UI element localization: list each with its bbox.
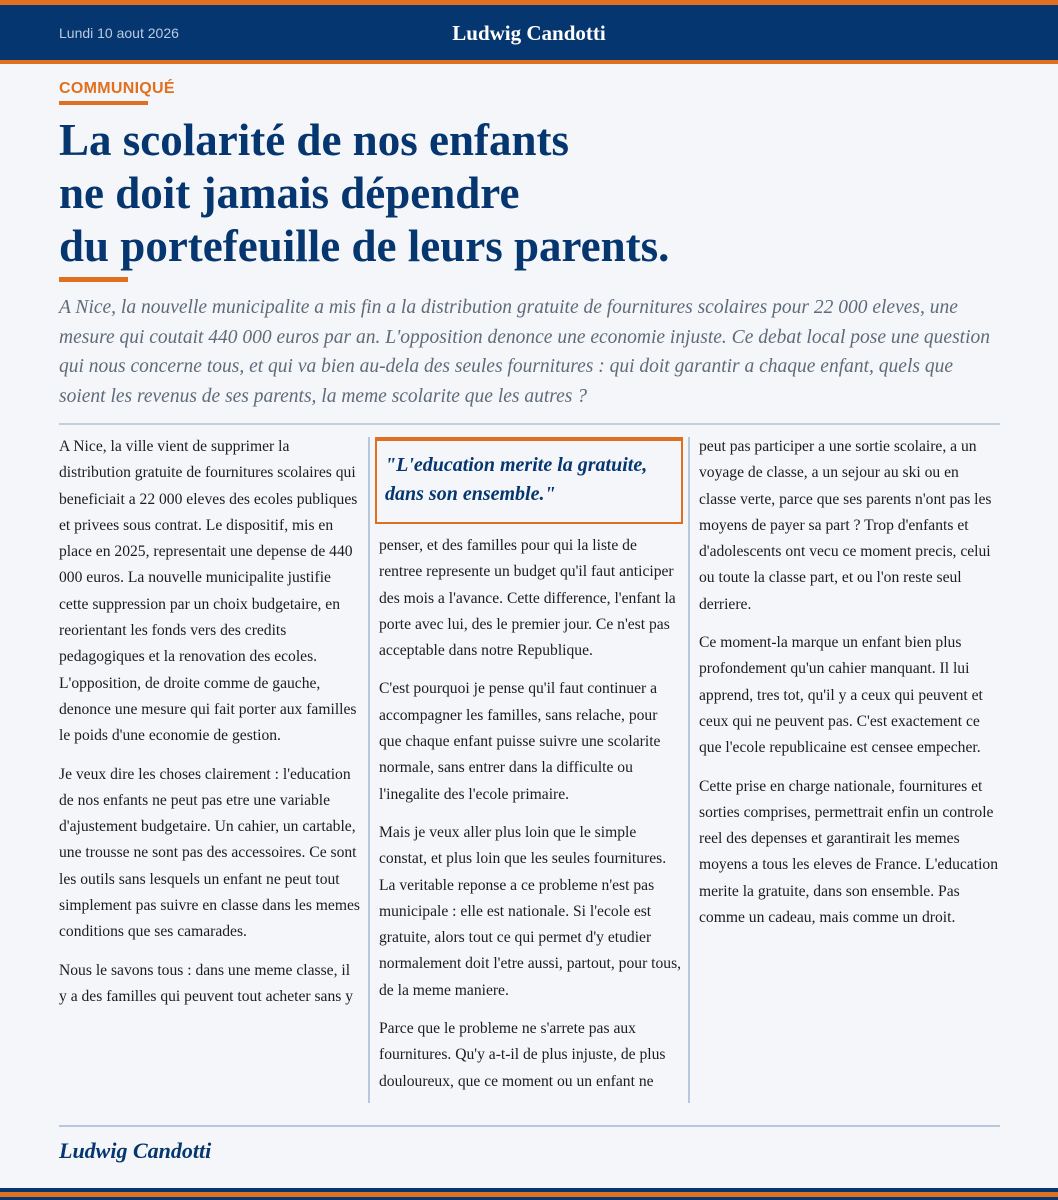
article-kicker: COMMUNIQUÉ xyxy=(59,80,175,97)
pull-quote: "L'education merite la gratuite, dans son ensemble." xyxy=(375,437,683,524)
article-column-2 xyxy=(379,533,683,1107)
bottom-bar xyxy=(0,1188,1058,1200)
headline-line-2: ne doit jamais dépendre xyxy=(59,168,520,218)
column-divider xyxy=(368,437,370,1103)
headline-line-1: La scolarité de nos enfants xyxy=(59,115,569,165)
column-paragraph: Nous le savons tous : dans une meme classe, il y a des familles qui peuvent tout acheter sans y xyxy=(59,961,354,1005)
column-paragraph: Mais je veux aller plus loin que le simple constat, et plus loin que les seules fournitures. La veritable reponse a ce probleme n'est pas municipale : elle est nationale. Si l'ecole est gratuite, alors tout ce qui permet d'y etudier normalement doit l'etre aussi, partout, pour tous, de la meme maniere. xyxy=(379,823,682,999)
footer-divider xyxy=(59,1125,1000,1127)
column-divider xyxy=(688,437,690,1103)
column-paragraph: Je veux dire les choses clairement : l'education de nos enfants ne peut pas etre une variable d'ajustement budgetaire. Un cahier, un cartable, une trousse ne sont pas des accessoires. Ce sont les outils sans lesquels un enfant ne peut tout simplement pas suivre en classe dans les memes conditions que ses camarades. xyxy=(59,765,360,941)
column-paragraph: penser, et des familles pour qui la liste de rentree represente un budget qu'il faut anticiper des mois a l'avance. Cette difference, l'enfant la porte avec lui, des le premier jour. Ce n'est pas acceptable dans notre Republique. xyxy=(379,537,676,660)
column-paragraph: C'est pourquoi je pense qu'il faut continuer a accompagner les familles, sans relache, pour que chaque enfant puisse suivre une scolarite normale, sans entrer dans la difficulte ou l'inegalite des l'ecole primaire. xyxy=(379,680,661,803)
column-paragraph: Ce moment-la marque un enfant bien plus profondement qu'un cahier manquant. Il lui apprend, tres tot, qu'il y a ceux qui peuvent et ceux qui ne peuvent pas. C'est exactement ce que l'ecole republicaine est censee empecher. xyxy=(699,634,983,757)
article-column-1 xyxy=(59,434,361,1022)
lede-divider xyxy=(59,423,1000,425)
author-signature: Ludwig Candotti xyxy=(59,1138,212,1163)
column-paragraph: Cette prise en charge nationale, fournitures et sorties comprises, permettrait enfin un controle reel des depenses et garantirait les memes moyens a tous les eleves de France. L'education merite la gratuite, dans son ensemble. Pas comme un cadeau, mais comme un droit. xyxy=(699,777,998,927)
issue-date: Lundi 10 aout 2026 xyxy=(59,25,179,41)
article-column-3 xyxy=(699,434,999,943)
article-lede: A Nice, la nouvelle municipalite a mis fin a la distribution gratuite de fournitures scolaires pour 22 000 eleves, une mesure qui coutait 440 000 euros par an. L'opposition denonce une economie injuste. Ce debat local pose une question qui nous concerne tous, et qui va bien au-dela des seules fournitures : qui doit garantir a chaque enfant, quels que soient les revenus de ses parents, la meme scolarite que les autres ? xyxy=(59,297,991,407)
article-headline xyxy=(59,114,999,273)
column-paragraph: peut pas participer a une sortie scolaire, a un voyage de classe, a un sejour au ski ou en classe verte, parce que ses parents n'ont pas les moyens de payer sa part ? Trop d'enfants et d'adolescents ont vecu ce moment precis, celui ou toute la classe part, et ou l'on reste seul derriere. xyxy=(699,438,992,613)
top-bar xyxy=(0,0,1058,64)
column-paragraph: Parce que le probleme ne s'arrete pas aux fournitures. Qu'y a-t-il de plus injuste, de plus douloureux, que ce moment ou un enfant ne xyxy=(379,1020,666,1090)
column-paragraph: A Nice, la ville vient de supprimer la distribution gratuite de fournitures scolaires qui beneficiait a 22 000 eleves des ecoles publiques et privees sous contrat. Le dispositif, mis en place en 2025, representait une depense de 440 000 euros. La nouvelle municipalite justifie cette suppression par un choix budgetaire, en reorientant les fonds vers des credits pedagogiques et la renovation des ecoles. L'opposition, de droite comme de gauche, denonce une mesure qui fait porter aux familles le poids d'une economie de gestion. xyxy=(59,438,358,745)
bottom-accent-stripe xyxy=(0,1192,1058,1197)
headline-line-3: du portefeuille de leurs parents. xyxy=(59,221,670,271)
masthead-title: Ludwig Candotti xyxy=(452,21,606,45)
headline-accent-rule xyxy=(59,277,128,282)
kicker-underline xyxy=(59,101,148,105)
